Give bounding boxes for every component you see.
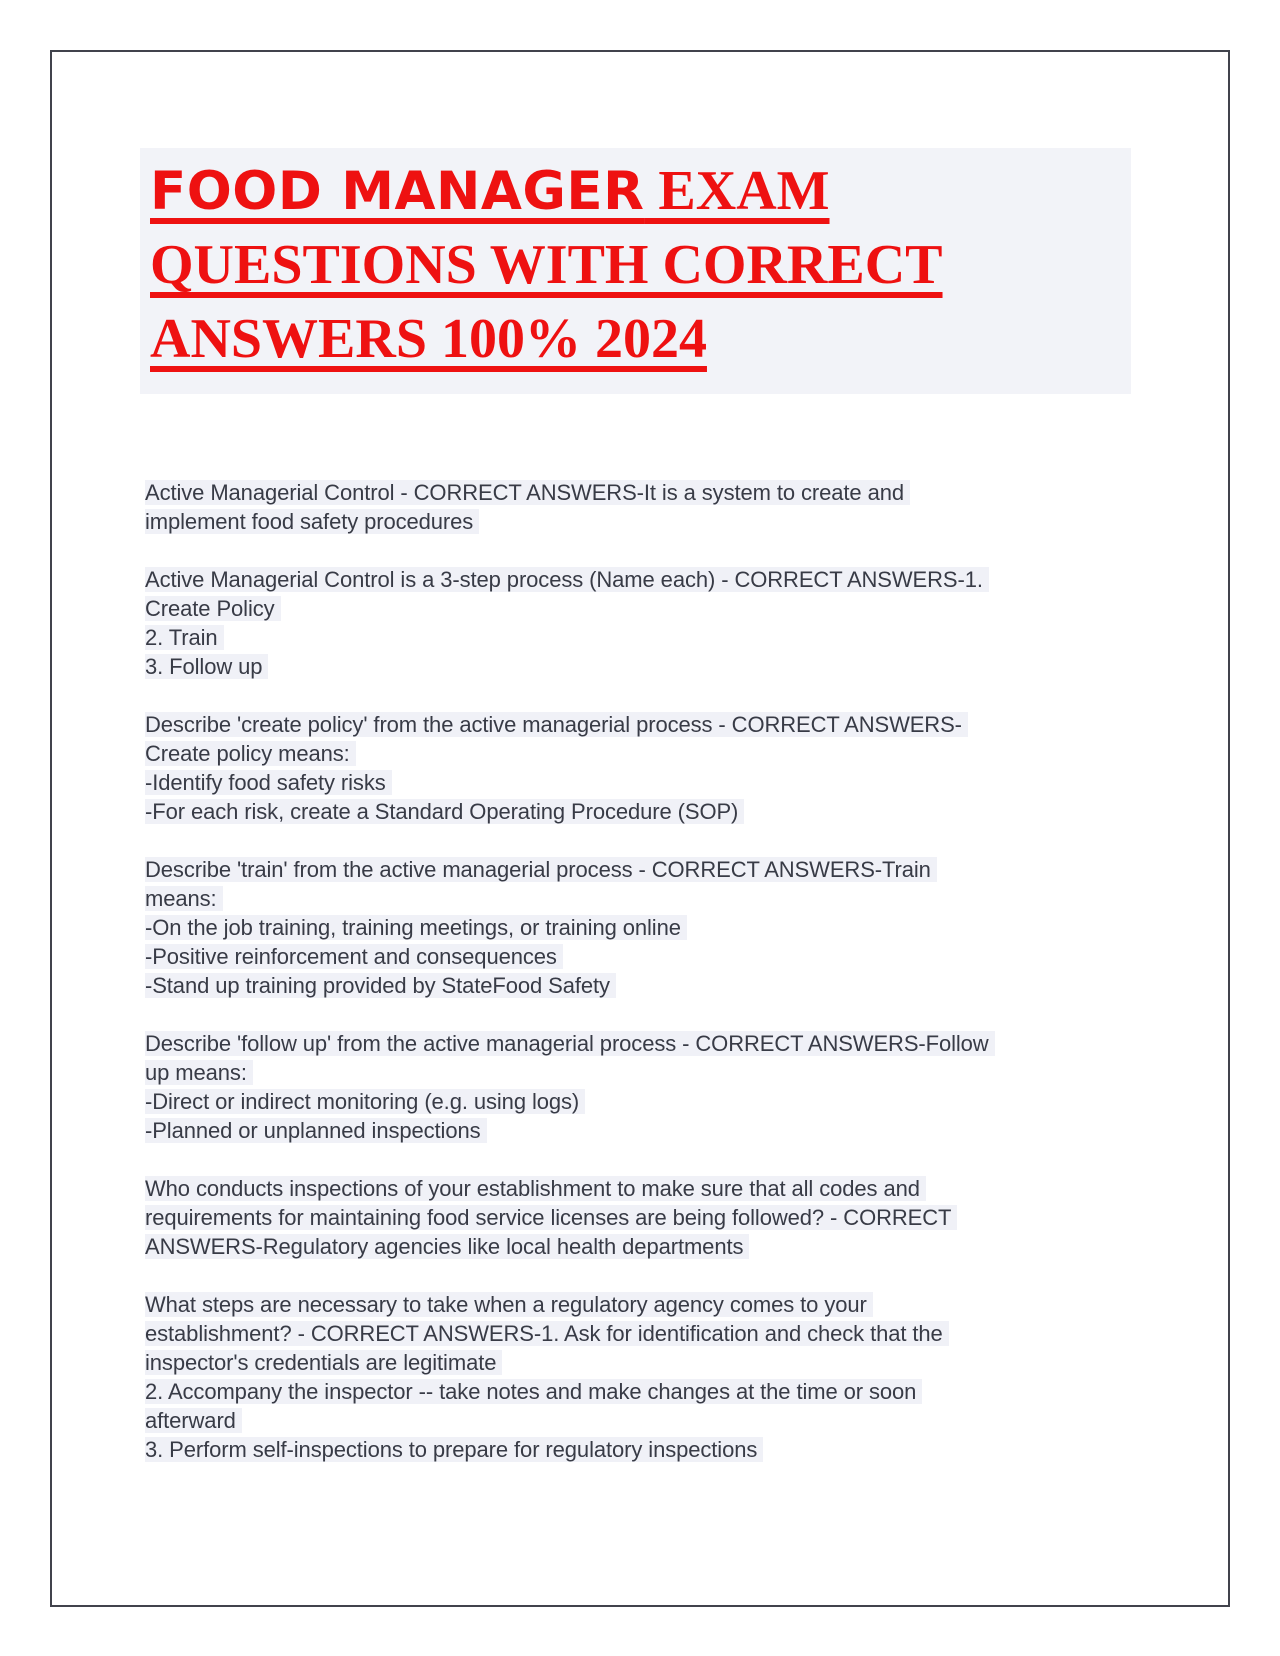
qa-line: Describe 'follow up' from the active managerial process - CORRECT ANSWERS-Follow [145, 1031, 995, 1056]
qa-line: requirements for maintaining food service licenses are being followed? - CORRECT [145, 1205, 957, 1230]
title-segment: EXAM [644, 160, 830, 222]
qa-line: -On the job training, training meetings, or training online [145, 915, 687, 940]
qa-paragraph [145, 1290, 1145, 1464]
qa-line: Describe 'create policy' from the active managerial process - CORRECT ANSWERS- [145, 712, 968, 737]
qa-line: 3. Follow up [145, 654, 269, 679]
title-line [150, 232, 1119, 306]
title-line [150, 306, 1119, 380]
qa-line: 2. Train [145, 625, 224, 650]
qa-line: Active Managerial Control - CORRECT ANSWERS-It is a system to create and [145, 480, 910, 505]
qa-line: implement food safety procedures [145, 509, 480, 534]
title-segment: QUESTIONS WITH CORRECT [150, 234, 943, 296]
qa-line: establishment? - CORRECT ANSWERS-1. Ask for identification and check that the [145, 1321, 949, 1346]
qa-line: -Planned or unplanned inspections [145, 1118, 487, 1143]
qa-line: up means: [145, 1060, 253, 1085]
qa-line: Who conducts inspections of your establishment to make sure that all codes and [145, 1176, 926, 1201]
qa-paragraph [145, 710, 1145, 826]
qa-line: -Stand up training provided by StateFood Safety [145, 973, 616, 998]
qa-line: 3. Perform self-inspections to prepare for regulatory inspections [145, 1437, 764, 1462]
qa-paragraph [145, 478, 1145, 536]
title-segment: FOOD MANAGER [150, 161, 645, 222]
qa-line: Create Policy [145, 596, 281, 621]
qa-line: What steps are necessary to take when a regulatory agency comes to your [145, 1292, 873, 1317]
qa-line: Create policy means: [145, 741, 356, 766]
qa-line: -Direct or indirect monitoring (e.g. using logs) [145, 1089, 586, 1114]
qa-paragraph [145, 855, 1145, 1000]
qa-line: -For each risk, create a Standard Operating Procedure (SOP) [145, 799, 745, 824]
qa-line: -Identify food safety risks [145, 770, 392, 795]
document-title [140, 148, 1131, 394]
qa-line: 2. Accompany the inspector -- take notes and make changes at the time or soon [145, 1379, 923, 1404]
qa-line: Active Managerial Control is a 3-step process (Name each) - CORRECT ANSWERS-1. [145, 567, 989, 592]
qa-line: afterward [145, 1408, 242, 1433]
qa-paragraph [145, 1029, 1145, 1145]
qa-line: Describe 'train' from the active managerial process - CORRECT ANSWERS-Train [145, 857, 937, 882]
document-body [145, 478, 1145, 1464]
qa-line: ANSWERS-Regulatory agencies like local health departments [145, 1234, 750, 1259]
title-segment: ANSWERS 100% 2024 [150, 308, 707, 370]
qa-line: means: [145, 886, 223, 911]
qa-paragraph [145, 1174, 1145, 1261]
qa-line: -Positive reinforcement and consequences [145, 944, 563, 969]
qa-paragraph [145, 565, 1145, 681]
title-line [150, 158, 1119, 232]
qa-line: inspector's credentials are legitimate [145, 1350, 503, 1375]
document-page [50, 50, 1230, 1607]
